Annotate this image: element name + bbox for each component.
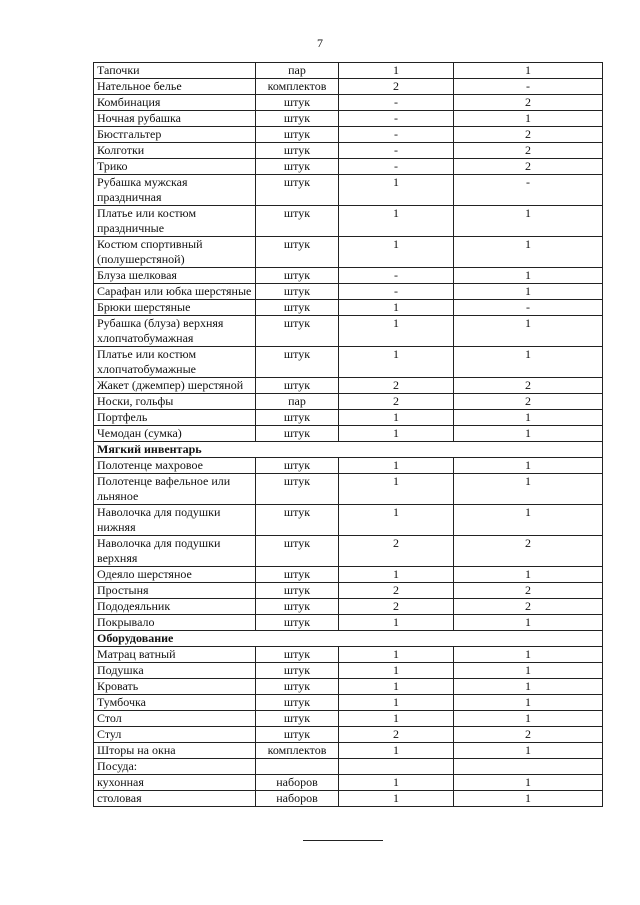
quantity-cell-col4: 1 [454,284,603,300]
unit-cell: штук [256,647,339,663]
unit-cell: штук [256,426,339,442]
quantity-cell-col3: - [339,143,454,159]
unit-cell: штук [256,300,339,316]
item-name-cell: Пододеяльник [94,599,256,615]
table-row [94,378,603,394]
unit-cell: пар [256,394,339,410]
quantity-cell-col3: 1 [339,206,454,237]
table-row [94,237,603,268]
quantity-cell-col3: 1 [339,410,454,426]
table-row [94,63,603,79]
table-row [94,175,603,206]
quantity-cell-col4: - [454,79,603,95]
unit-cell: наборов [256,791,339,807]
item-name-cell: Полотенце махровое [94,458,256,474]
quantity-cell-col3: 1 [339,426,454,442]
unit-cell: штук [256,95,339,111]
table-row [94,663,603,679]
table-row [94,284,603,300]
quantity-cell-col4: 1 [454,268,603,284]
unit-cell: штук [256,615,339,631]
item-name-cell: Портфель [94,410,256,426]
unit-cell: штук [256,695,339,711]
item-name-cell: Комбинация [94,95,256,111]
quantity-cell-col4: 1 [454,505,603,536]
quantity-cell-col3: - [339,95,454,111]
quantity-cell-col4: 2 [454,95,603,111]
quantity-cell-col3: 2 [339,583,454,599]
quantity-cell-col4 [454,759,603,775]
quantity-cell-col3: 1 [339,791,454,807]
item-name-cell: Трико [94,159,256,175]
table-row [94,159,603,175]
quantity-cell-col3 [339,759,454,775]
unit-cell: штук [256,175,339,206]
quantity-cell-col4: 2 [454,727,603,743]
unit-cell [256,759,339,775]
item-name-cell: Наволочка для подушки нижняя [94,505,256,536]
quantity-cell-col3: - [339,159,454,175]
item-name-cell: Покрывало [94,615,256,631]
quantity-cell-col3: 1 [339,679,454,695]
unit-cell: штук [256,505,339,536]
quantity-cell-col4: 1 [454,711,603,727]
table-row [94,583,603,599]
table-row [94,727,603,743]
unit-cell: штук [256,711,339,727]
quantity-cell-col3: 2 [339,599,454,615]
item-name-cell: Наволочка для подушки верхняя [94,536,256,567]
quantity-cell-col4: 1 [454,111,603,127]
table-row [94,206,603,237]
item-name-cell: Стул [94,727,256,743]
quantity-cell-col4: 1 [454,791,603,807]
section-row [94,631,603,647]
table-row [94,759,603,775]
unit-cell: штук [256,663,339,679]
table-row [94,347,603,378]
table-row [94,111,603,127]
quantity-cell-col3: 2 [339,727,454,743]
item-name-cell: Шторы на окна [94,743,256,759]
quantity-cell-col4: 1 [454,316,603,347]
unit-cell: штук [256,284,339,300]
item-name-cell: Тумбочка [94,695,256,711]
item-name-cell: Сарафан или юбка шерстяные [94,284,256,300]
item-name-cell: Простыня [94,583,256,599]
table-row [94,536,603,567]
inventory-table [93,62,603,807]
quantity-cell-col4: 1 [454,63,603,79]
table-row [94,791,603,807]
section-row [94,442,603,458]
quantity-cell-col3: 1 [339,663,454,679]
quantity-cell-col4: 1 [454,347,603,378]
unit-cell: комплектов [256,743,339,759]
unit-cell: штук [256,583,339,599]
table-row [94,79,603,95]
table-row [94,711,603,727]
quantity-cell-col3: 1 [339,300,454,316]
unit-cell: штук [256,143,339,159]
quantity-cell-col3: 2 [339,394,454,410]
item-name-cell: Костюм спортивный (полушерстяной) [94,237,256,268]
item-name-cell: Подушка [94,663,256,679]
item-name-cell: Кровать [94,679,256,695]
quantity-cell-col3: 1 [339,567,454,583]
quantity-cell-col3: 1 [339,505,454,536]
quantity-cell-col4: 2 [454,378,603,394]
quantity-cell-col4: 1 [454,410,603,426]
quantity-cell-col3: 1 [339,237,454,268]
quantity-cell-col4: 2 [454,599,603,615]
quantity-cell-col3: 1 [339,316,454,347]
table-row [94,647,603,663]
quantity-cell-col3: 1 [339,458,454,474]
quantity-cell-col4: 1 [454,206,603,237]
table-row [94,458,603,474]
quantity-cell-col3: 1 [339,175,454,206]
item-name-cell: Ночная рубашка [94,111,256,127]
unit-cell: штук [256,727,339,743]
table-row [94,95,603,111]
item-name-cell: Полотенце вафельное или льняное [94,474,256,505]
item-name-cell: Рубашка мужская праздничная [94,175,256,206]
item-name-cell: Колготки [94,143,256,159]
item-name-cell: Носки, гольфы [94,394,256,410]
table-row [94,268,603,284]
quantity-cell-col3: 1 [339,347,454,378]
section-heading: Оборудование [94,631,603,647]
unit-cell: штук [256,111,339,127]
unit-cell: штук [256,127,339,143]
table-row [94,474,603,505]
quantity-cell-col4: 2 [454,536,603,567]
item-name-cell: Матрац ватный [94,647,256,663]
quantity-cell-col4: 2 [454,394,603,410]
unit-cell: штук [256,206,339,237]
unit-cell: штук [256,410,339,426]
item-name-cell: Платье или костюм праздничные [94,206,256,237]
table-row [94,410,603,426]
section-heading: Мягкий инвентарь [94,442,603,458]
quantity-cell-col4: - [454,175,603,206]
item-name-cell: Рубашка (блуза) верхняя хлопчатобумажная [94,316,256,347]
table-row [94,505,603,536]
item-name-cell: кухонная [94,775,256,791]
quantity-cell-col3: 1 [339,615,454,631]
unit-cell: комплектов [256,79,339,95]
quantity-cell-col4: 1 [454,615,603,631]
item-name-cell: Посуда: [94,759,256,775]
unit-cell: штук [256,567,339,583]
item-name-cell: Одеяло шерстяное [94,567,256,583]
item-name-cell: Блуза шелковая [94,268,256,284]
quantity-cell-col4: 1 [454,679,603,695]
unit-cell: штук [256,316,339,347]
item-name-cell: Жакет (джемпер) шерстяной [94,378,256,394]
quantity-cell-col4: 1 [454,775,603,791]
quantity-cell-col4: 1 [454,647,603,663]
unit-cell: штук [256,599,339,615]
table-row [94,394,603,410]
item-name-cell: Брюки шерстяные [94,300,256,316]
table-row [94,143,603,159]
quantity-cell-col3: 2 [339,79,454,95]
quantity-cell-col4: 2 [454,159,603,175]
quantity-cell-col3: - [339,127,454,143]
unit-cell: штук [256,347,339,378]
quantity-cell-col3: - [339,111,454,127]
quantity-cell-col4: 1 [454,426,603,442]
quantity-cell-col4: 2 [454,143,603,159]
unit-cell: штук [256,474,339,505]
quantity-cell-col3: 1 [339,695,454,711]
table-row [94,599,603,615]
quantity-cell-col4: 1 [454,458,603,474]
quantity-cell-col4: 1 [454,695,603,711]
table-row [94,127,603,143]
page-number: 7 [317,36,323,50]
unit-cell: штук [256,679,339,695]
table-row [94,567,603,583]
quantity-cell-col4: 1 [454,474,603,505]
item-name-cell: Бюстгальтер [94,127,256,143]
quantity-cell-col3: 1 [339,775,454,791]
unit-cell: штук [256,237,339,268]
quantity-cell-col3: 1 [339,474,454,505]
quantity-cell-col4: 1 [454,567,603,583]
footer-divider [303,840,383,841]
quantity-cell-col3: - [339,284,454,300]
quantity-cell-col3: 1 [339,743,454,759]
table-row [94,615,603,631]
item-name-cell: Нательное белье [94,79,256,95]
table-row [94,775,603,791]
quantity-cell-col4: 1 [454,743,603,759]
table-row [94,695,603,711]
quantity-cell-col3: - [339,268,454,284]
quantity-cell-col3: 2 [339,536,454,567]
quantity-cell-col4: 1 [454,663,603,679]
table-row [94,426,603,442]
table-row [94,679,603,695]
unit-cell: штук [256,458,339,474]
item-name-cell: Тапочки [94,63,256,79]
quantity-cell-col4: 2 [454,583,603,599]
unit-cell: наборов [256,775,339,791]
quantity-cell-col4: 1 [454,237,603,268]
table-row [94,316,603,347]
unit-cell: штук [256,378,339,394]
unit-cell: штук [256,268,339,284]
quantity-cell-col4: - [454,300,603,316]
quantity-cell-col3: 2 [339,378,454,394]
quantity-cell-col3: 1 [339,63,454,79]
quantity-cell-col3: 1 [339,647,454,663]
table-row [94,743,603,759]
item-name-cell: Чемодан (сумка) [94,426,256,442]
quantity-cell-col3: 1 [339,711,454,727]
item-name-cell: Стол [94,711,256,727]
item-name-cell: Платье или костюм хлопчатобумажные [94,347,256,378]
item-name-cell: столовая [94,791,256,807]
quantity-cell-col4: 2 [454,127,603,143]
unit-cell: пар [256,63,339,79]
table-row [94,300,603,316]
unit-cell: штук [256,159,339,175]
unit-cell: штук [256,536,339,567]
